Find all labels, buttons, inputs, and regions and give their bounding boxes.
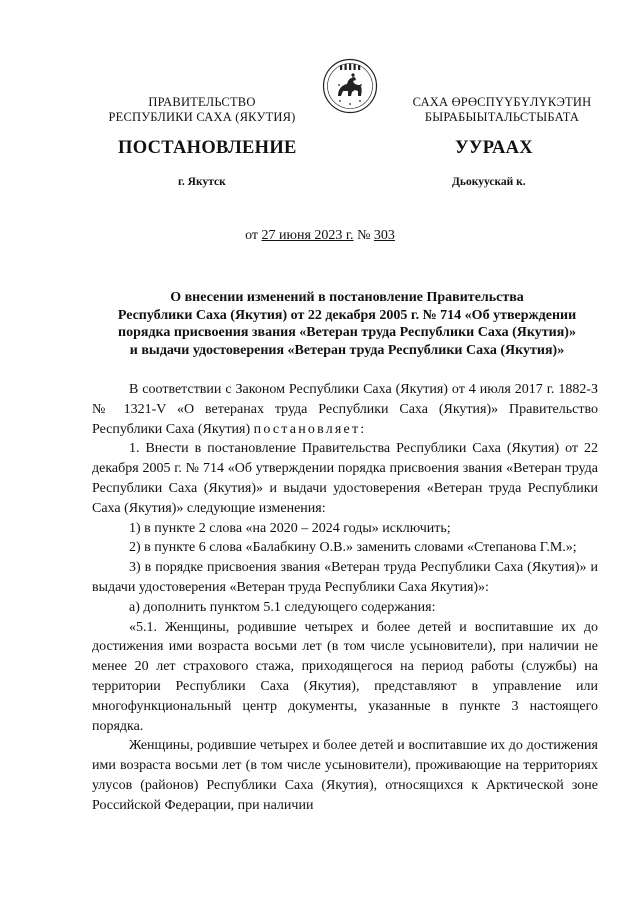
document-number: 303: [373, 228, 395, 243]
document-type-sah: УУРААХ: [455, 138, 533, 158]
preamble-text: В соответствии с Законом Республики Саха (Якутия) от 4 июля 2017 г. 1882-З № 1321-V «О ветеранах труда Республики Саха (Якутия)» Правительство Республики Саха (Якутия): [92, 382, 598, 437]
document-type-ru: ПОСТАНОВЛЕНИЕ: [118, 138, 297, 158]
document-date: 27 июня 2023 г.: [261, 228, 354, 243]
subject-line: О внесении изменений в постановление Правительства: [170, 290, 524, 305]
city-sah: Дьокуускай к.: [452, 176, 526, 188]
header-left-line2: РЕСПУБЛИКИ САХА (ЯКУТИЯ): [108, 110, 296, 124]
header-right-line2: БЫРАБЫЫТАЛЬСТЫБАТА: [424, 110, 580, 124]
body-paragraph: 3) в порядке присвоения звания «Ветеран труда Республики Саха (Якутия)» и выдачи удостоверения «Ветеран труда Республики Саха Якутия)»:: [92, 560, 598, 595]
body-paragraph: 1) в пункте 2 слова «на 2020 – 2024 годы» исключить;: [129, 520, 451, 536]
subject-line: Республики Саха (Якутия) от 22 декабря 2005 г. № 714 «Об утверждении: [117, 307, 577, 323]
document-subject: [95, 289, 599, 359]
resolves-word: постановляет:: [253, 421, 367, 437]
date-prefix: от: [245, 228, 262, 243]
document-body: [92, 380, 598, 816]
subject-line: порядка присвоения звания «Ветеран труда Республики Саха (Якутия)»: [118, 325, 576, 340]
document-date-number: [0, 228, 640, 244]
government-name-sah: [392, 95, 612, 125]
body-paragraph: Женщины, родившие четырех и более детей и воспитавшие их до достижения ими возраста восьми лет (в том числе усыновители), проживающие на территориях улусов (районов) Республики Саха (Якутия), относящихся к Арктической зоне Российской Федерации, при наличии: [92, 738, 598, 813]
number-sign: №: [353, 228, 374, 243]
body-paragraph: а) дополнить пунктом 5.1 следующего содержания:: [129, 599, 436, 615]
header-left-line1: ПРАВИТЕЛЬСТВО: [148, 95, 256, 109]
body-paragraph: «5.1. Женщины, родившие четырех и более детей и воспитавшие их до достижения ими возраста восьми лет (в том числе усыновители), при наличии не менее 20 лет страхового стажа, приходящегося на период работы (службы) на территории Республики Саха (Якутия), представляют в управление или многофункциональный центр документы, указанные в пункте 3 настоящего порядка.: [92, 619, 598, 734]
body-paragraph: 1. Внести в постановление Правительства Республики Саха (Якутия) от 22 декабря 2005 г. № 714 «Об утверждении порядка присвоения звания «Ветеран труда Республики Саха (Якутия)» и выдачи удостоверения «Ветеран труда Республики Саха (Якутия)» следующие изменения:: [92, 441, 598, 516]
preamble-paragraph: [92, 380, 598, 439]
yakutia-emblem-icon: [322, 58, 378, 114]
government-name-ru: [95, 95, 309, 125]
city-ru: г. Якутск: [178, 176, 226, 188]
body-paragraph: 2) в пункте 6 слова «Балабкину О.В.» заменить словами «Степанова Г.М.»;: [129, 540, 577, 556]
subject-line: и выдачи удостоверения «Ветеран труда Республики Саха (Якутия)»: [129, 342, 565, 358]
header-right-line1: САХА ӨРӨСПҮҮБҮЛҮКЭТИН: [412, 95, 592, 109]
